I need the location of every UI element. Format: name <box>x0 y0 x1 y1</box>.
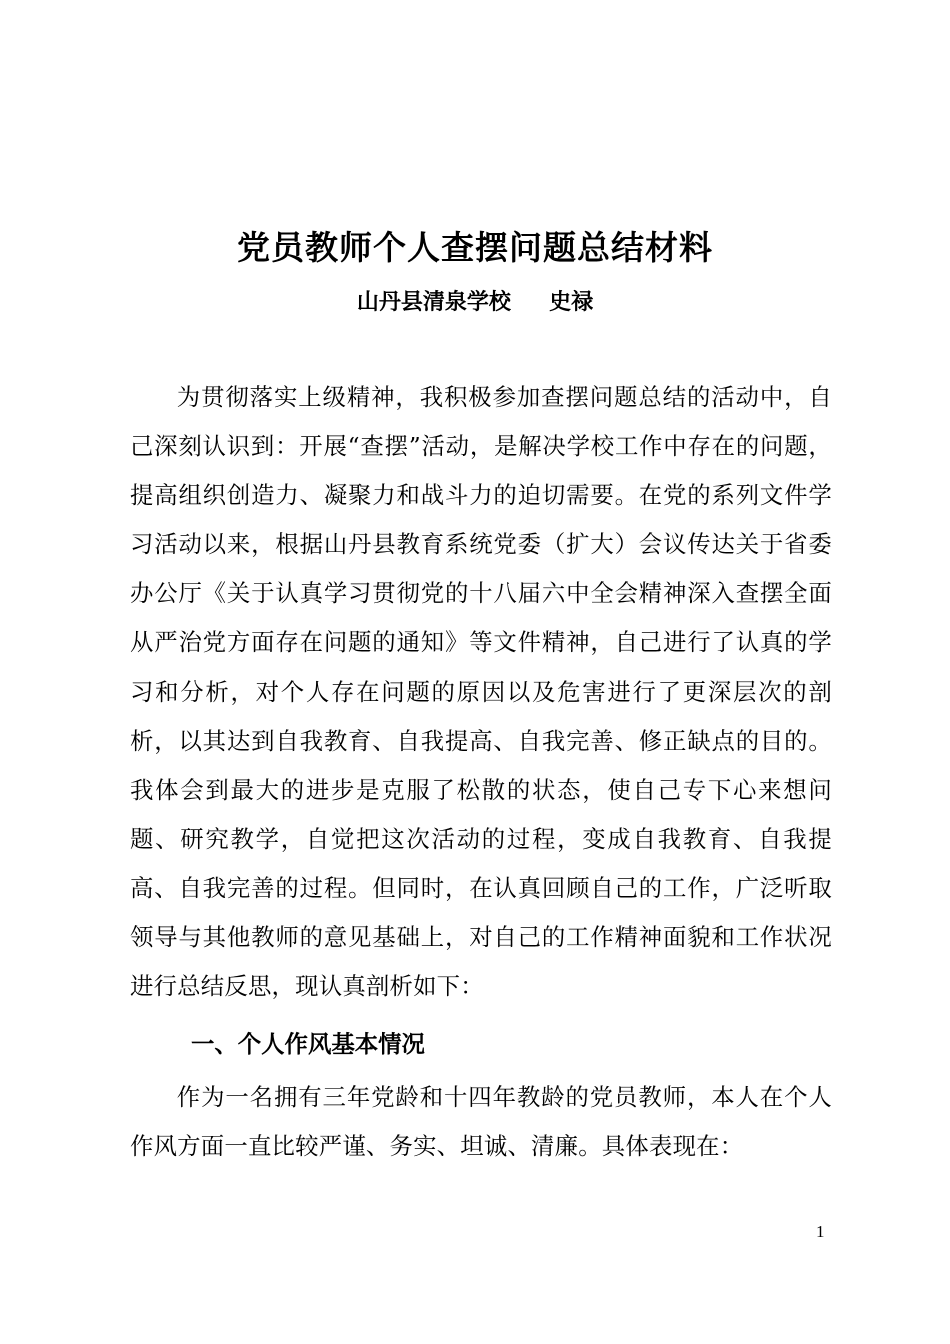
author-byline: 山丹县清泉学校 史禄 <box>356 289 594 315</box>
section-heading: 一、个人作风基本情况 <box>191 1030 425 1058</box>
section-paragraph: 作为一名拥有三年党龄和十四年教龄的党员教师，本人在个人作风方面一直比较严谨、务实、坦诚、清廉。具体表现在： <box>130 1083 832 1161</box>
intro-paragraph: 为贯彻落实上级精神，我积极参加查摆问题总结的活动中，自己深刻认识到：开展“查摆”活动，是解决学校工作中存在的问题，提高组织创造力、凝聚力和战斗力的迫切需要。在党的系列文件学习活动以来，根据山丹县教育系统党委（扩大）会议传达关于省委办公厅《关于认真学习贯彻党的十八届六中全会精神深入查摆全面从严治党方面存在问题的通知》等文件精神，自己进行了认真的学习和分析，对个人存在问题的原因以及危害进行了更深层次的剖析，以其达到自我教育、自我提高、自我完善、修正缺点的目的。我体会到最大的进步是克服了松散的状态，使自己专下心来想问题、研究教学，自觉把这次活动的过程，变成自我教育、自我提高、自我完善的过程。但同时，在认真回顾自己的工作，广泛听取领导与其他教师的意见基础上，对自己的工作精神面貌和工作状况进行总结反思，现认真剖析如下： <box>130 383 832 1001</box>
document-title: 党员教师个人查摆问题总结材料 <box>237 228 713 267</box>
page-number: 1 <box>816 1222 825 1241</box>
